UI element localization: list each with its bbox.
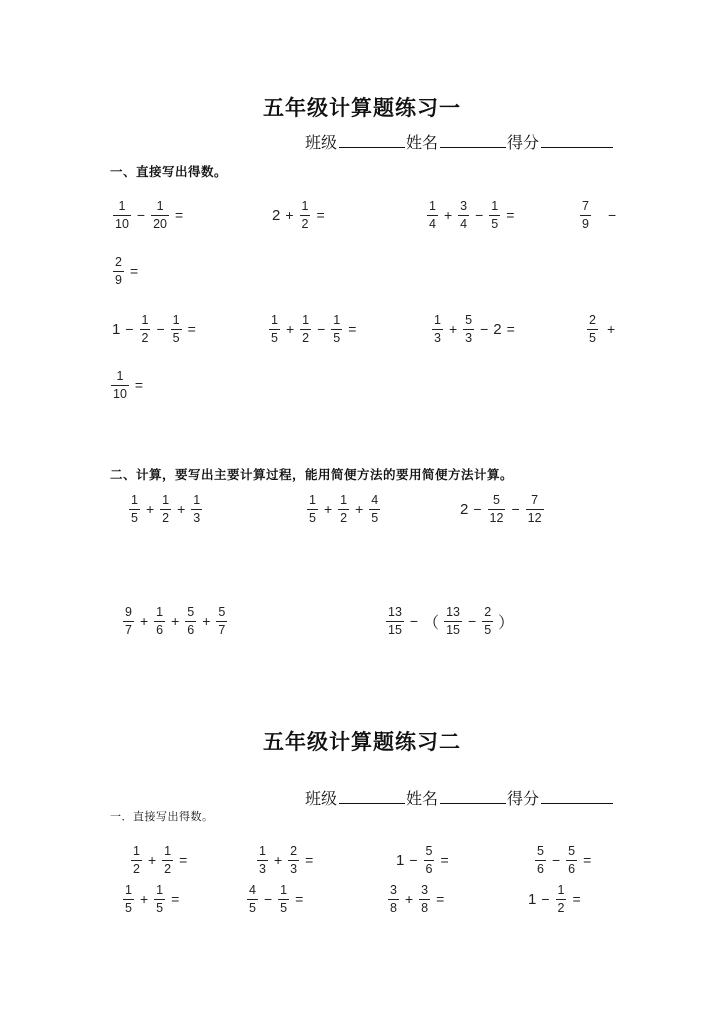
fraction: [307, 494, 318, 524]
denominator: 9: [582, 216, 589, 231]
class-label: 班级: [305, 133, 338, 152]
numerator: 5: [425, 844, 433, 858]
problem-1-3: [424, 200, 517, 230]
numerator: 5: [465, 313, 473, 327]
fraction: [331, 314, 342, 344]
denominator: 5: [156, 900, 164, 915]
denominator: 6: [425, 861, 433, 876]
numerator: 1: [156, 605, 164, 619]
whole-number: 2: [460, 500, 469, 518]
denominator: 5: [125, 900, 132, 915]
numerator: 5: [568, 844, 576, 858]
numerator: 4: [249, 883, 256, 897]
problem-1-7: [429, 314, 518, 344]
numerator: 7: [531, 493, 539, 507]
fraction: [123, 884, 134, 914]
denominator: 10: [113, 386, 127, 401]
operator: −: [125, 321, 134, 337]
denominator: 5: [271, 330, 278, 345]
numerator: 1: [156, 199, 164, 213]
fraction: [386, 606, 404, 636]
denominator: 5: [172, 330, 180, 345]
denominator: 2: [162, 510, 170, 525]
denominator: 2: [557, 900, 565, 915]
problem-1-6: [266, 314, 359, 344]
numerator: 1: [491, 199, 499, 213]
denominator: 7: [125, 622, 132, 637]
numerator: 4: [371, 493, 379, 507]
denominator: 3: [259, 861, 266, 876]
name-blank[interactable]: [440, 133, 506, 148]
problem-1-5: [110, 314, 199, 344]
denominator: 5: [131, 510, 138, 525]
denominator: 5: [484, 622, 492, 637]
name-label: 姓名: [406, 789, 439, 808]
fraction: [444, 606, 462, 636]
fraction: [458, 200, 469, 230]
problem-3-3: [394, 845, 452, 875]
fraction: [123, 606, 134, 636]
score-label: 得分: [507, 789, 540, 808]
denominator: 3: [434, 330, 441, 345]
operator: +: [404, 891, 414, 907]
numerator: 1: [133, 844, 140, 858]
denominator: 7: [218, 622, 226, 637]
problem-2-4: [120, 606, 230, 636]
whole-number: 1: [528, 890, 537, 908]
operator: =: [134, 377, 144, 393]
operator: −: [607, 207, 617, 223]
operator: −: [511, 501, 520, 517]
operator: =: [583, 852, 592, 868]
fraction: [419, 884, 430, 914]
whole-number: 1: [112, 320, 121, 338]
operator: −: [409, 613, 419, 629]
problem-1-2: [270, 200, 328, 230]
fraction: [160, 494, 171, 524]
fraction: [427, 200, 438, 230]
numerator: 2: [115, 255, 122, 269]
page-title-exercise-1: 五年级计算题练习一: [263, 96, 461, 120]
whole-number: 1: [396, 851, 405, 869]
numerator: 1: [434, 313, 441, 327]
numerator: 1: [333, 313, 341, 327]
fraction: [369, 494, 380, 524]
denominator: 3: [290, 861, 298, 876]
operator: +: [139, 891, 149, 907]
denominator: 8: [390, 900, 397, 915]
fraction: [288, 845, 299, 875]
fraction: [580, 200, 591, 230]
denominator: 5: [491, 216, 499, 231]
operator: =: [175, 207, 184, 223]
page-title-exercise-2: 五年级计算题练习二: [263, 730, 461, 754]
denominator: 9: [115, 272, 122, 287]
problem-3-1: [128, 845, 190, 875]
fraction: [111, 370, 129, 400]
section-heading-calculation: 二、计算，要写出主要计算过程，能用简便方法的要用简便方法计算。: [110, 467, 514, 482]
numerator: 1: [280, 883, 288, 897]
name-blank[interactable]: [440, 789, 506, 804]
fraction: [171, 314, 182, 344]
fraction: [154, 884, 165, 914]
numerator: 13: [388, 605, 402, 619]
problem-2-2: [304, 494, 383, 524]
numerator: 1: [125, 883, 132, 897]
fraction: [113, 200, 131, 230]
operator: −: [317, 321, 326, 337]
denominator: 6: [187, 622, 195, 637]
denominator: 12: [527, 510, 542, 525]
score-label: 得分: [507, 133, 540, 152]
numerator: 1: [116, 369, 124, 383]
operator: +: [202, 613, 211, 629]
student-info-line-2: [305, 786, 614, 809]
operator: =: [436, 891, 445, 907]
operator: +: [355, 501, 364, 517]
name-label: 姓名: [406, 133, 439, 152]
operator: =: [440, 852, 449, 868]
numerator: 1: [302, 313, 310, 327]
numerator: 1: [259, 844, 266, 858]
numerator: 5: [493, 493, 500, 507]
numerator: 1: [162, 493, 170, 507]
problem-3-5: [120, 884, 182, 914]
fraction: [587, 314, 598, 344]
fraction: [257, 845, 268, 875]
problem-1-4a: [577, 200, 619, 230]
operator: −: [468, 613, 477, 629]
denominator: 2: [340, 510, 348, 525]
fraction: [131, 845, 142, 875]
whole-number: 2: [493, 320, 502, 338]
denominator: 15: [446, 622, 461, 637]
denominator: 2: [302, 330, 310, 345]
numerator: 5: [218, 605, 226, 619]
class-blank[interactable]: [339, 789, 405, 804]
fraction: [191, 494, 202, 524]
numerator: 1: [429, 199, 436, 213]
operator: +: [171, 613, 180, 629]
fraction: [216, 606, 227, 636]
operator: +: [139, 613, 149, 629]
problem-1-4b: [110, 256, 141, 286]
operator: −: [473, 501, 482, 517]
operator: −: [541, 891, 550, 907]
fraction: [489, 200, 500, 230]
fraction: [269, 314, 280, 344]
numerator: 1: [309, 493, 316, 507]
fraction: [566, 845, 577, 875]
fraction: [185, 606, 196, 636]
denominator: 10: [115, 216, 129, 231]
denominator: 2: [133, 861, 140, 876]
fraction: [535, 845, 546, 875]
operator: =: [179, 852, 188, 868]
operator: +: [285, 207, 294, 223]
numerator: 3: [460, 199, 468, 213]
operator: +: [273, 852, 283, 868]
operator: +: [323, 501, 333, 517]
operator: −: [475, 207, 484, 223]
numerator: 1: [141, 313, 149, 327]
operator: =: [129, 263, 139, 279]
numerator: 1: [172, 313, 180, 327]
denominator: 2: [164, 861, 172, 876]
operator: −: [409, 852, 418, 868]
denominator: 4: [460, 216, 468, 231]
problem-2-1: [126, 494, 205, 524]
operator: +: [145, 501, 155, 517]
fraction: [162, 845, 173, 875]
operator: +: [443, 207, 453, 223]
denominator: 5: [589, 330, 596, 345]
denominator: 8: [421, 900, 429, 915]
fraction: [338, 494, 349, 524]
problem-3-7: [385, 884, 447, 914]
fraction: [113, 256, 124, 286]
numerator: 1: [271, 313, 278, 327]
denominator: 6: [156, 622, 164, 637]
denominator: 12: [489, 510, 504, 525]
problem-3-8: [526, 884, 584, 914]
operator: =: [348, 321, 357, 337]
operator: =: [187, 321, 196, 337]
problem-1-8b: [108, 370, 146, 400]
numerator: 1: [164, 844, 172, 858]
score-blank[interactable]: [541, 789, 613, 804]
problem-3-6: [244, 884, 306, 914]
section-heading-direct-answers-2: 一．直接写出得数。: [110, 810, 214, 823]
section-heading-direct-answers: 一、直接写出得数。: [110, 164, 228, 179]
class-label: 班级: [305, 789, 338, 808]
numerator: 9: [125, 605, 132, 619]
denominator: 20: [153, 216, 167, 231]
numerator: 5: [187, 605, 195, 619]
fraction: [482, 606, 493, 636]
numerator: 2: [589, 313, 596, 327]
denominator: 5: [371, 510, 379, 525]
parenthesis: ）: [498, 614, 515, 632]
fraction: [488, 494, 506, 524]
operator: =: [506, 321, 515, 337]
fraction: [154, 606, 165, 636]
operator: +: [177, 501, 186, 517]
denominator: 6: [537, 861, 544, 876]
fraction: [129, 494, 140, 524]
numerator: 1: [557, 883, 565, 897]
problem-2-3: [458, 494, 547, 524]
denominator: 3: [465, 330, 473, 345]
numerator: 3: [421, 883, 429, 897]
fraction: [151, 200, 169, 230]
numerator: 1: [301, 199, 309, 213]
fraction: [556, 884, 567, 914]
denominator: 5: [280, 900, 288, 915]
operator: =: [316, 207, 325, 223]
numerator: 3: [390, 883, 397, 897]
fraction: [247, 884, 258, 914]
operator: =: [506, 207, 515, 223]
operator: −: [480, 321, 489, 337]
operator: −: [263, 891, 273, 907]
problem-2-5: [383, 606, 516, 636]
problem-3-4: [532, 845, 594, 875]
denominator: 5: [249, 900, 256, 915]
fraction: [278, 884, 289, 914]
fraction: [140, 314, 151, 344]
problem-3-2: [254, 845, 316, 875]
problem-1-1: [110, 200, 186, 230]
operator: +: [285, 321, 295, 337]
fraction: [300, 314, 311, 344]
operator: +: [606, 321, 616, 337]
denominator: 6: [568, 861, 576, 876]
student-info-line-1: [305, 130, 614, 153]
denominator: 2: [301, 216, 309, 231]
numerator: 5: [537, 844, 544, 858]
numerator: 13: [446, 605, 461, 619]
denominator: 15: [388, 622, 402, 637]
denominator: 5: [309, 510, 316, 525]
numerator: 1: [340, 493, 348, 507]
score-blank[interactable]: [541, 133, 613, 148]
fraction: [300, 200, 311, 230]
fraction: [432, 314, 443, 344]
operator: +: [448, 321, 458, 337]
operator: =: [572, 891, 581, 907]
operator: −: [136, 207, 146, 223]
fraction: [526, 494, 544, 524]
operator: =: [295, 891, 304, 907]
numerator: 1: [156, 883, 164, 897]
numerator: 1: [131, 493, 138, 507]
denominator: 3: [193, 510, 201, 525]
fraction: [424, 845, 435, 875]
numerator: 2: [290, 844, 298, 858]
problem-1-8a: [584, 314, 618, 344]
numerator: 2: [484, 605, 492, 619]
operator: −: [156, 321, 165, 337]
class-blank[interactable]: [339, 133, 405, 148]
fraction: [388, 884, 399, 914]
parenthesis: （: [423, 614, 440, 632]
numerator: 1: [193, 493, 201, 507]
operator: =: [171, 891, 180, 907]
denominator: 4: [429, 216, 436, 231]
denominator: 5: [333, 330, 341, 345]
whole-number: 2: [272, 206, 281, 224]
operator: −: [551, 852, 561, 868]
operator: +: [147, 852, 157, 868]
fraction: [463, 314, 474, 344]
numerator: 1: [118, 199, 126, 213]
operator: =: [305, 852, 314, 868]
denominator: 2: [141, 330, 149, 345]
numerator: 7: [582, 199, 589, 213]
